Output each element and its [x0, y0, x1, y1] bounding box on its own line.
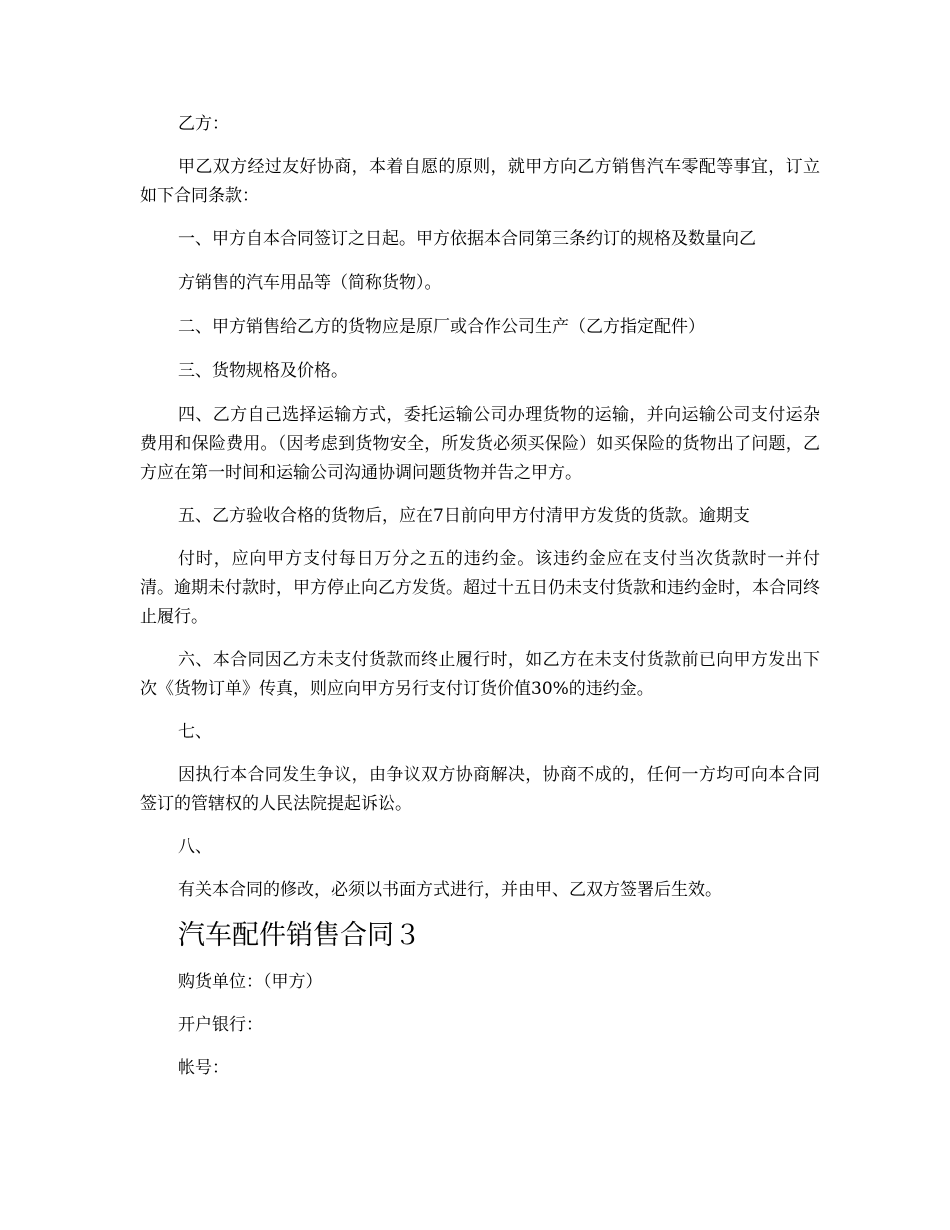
- clause-6: 六、本合同因乙方未支付货款而终止履行时，如乙方在未支付货款前已向甲方发出下次《货物订单》传真，则应向甲方另行支付订货价值30%的违约金。: [140, 650, 820, 699]
- contract-title: 汽车配件销售合同３: [178, 920, 421, 951]
- buyer-field: 购货单位：（甲方）: [178, 972, 323, 992]
- account-field: 帐号：: [178, 1058, 229, 1078]
- clause-8-heading: 八、: [178, 837, 212, 857]
- preamble-paragraph: 甲乙双方经过友好协商，本着自愿的原则，就甲方向乙方销售汽车零配等事宜，订立如下合同条款：: [140, 157, 820, 206]
- clause-1: 一、甲方自本合同签订之日起。甲方依据本合同第三条约订的规格及数量向乙: [178, 229, 756, 249]
- contract-page: [140, 110, 820, 1083]
- clause-7-heading: 七、: [178, 722, 212, 742]
- clause-5: 五、乙方验收合格的货物后，应在7日前向甲方付清甲方发货的货款。逾期支: [178, 506, 750, 526]
- clause-8-body: 有关本合同的修改，必须以书面方式进行，并由甲、乙双方签署后生效。: [178, 880, 722, 900]
- clause-1-continued: 方销售的汽车用品等（简称货物）。: [178, 273, 442, 293]
- clause-2: 二、甲方销售给乙方的货物应是原厂或合作公司生产（乙方指定配件）: [178, 317, 705, 337]
- clause-3: 三、货物规格及价格。: [178, 361, 348, 381]
- party-b-label: 乙方：: [178, 114, 229, 134]
- bank-field: 开户银行：: [178, 1015, 263, 1035]
- clause-4: 四、乙方自己选择运输方式，委托运输公司办理货物的运输，并向运输公司支付运杂费用和保险费用。（因考虑到货物安全，所发货必须买保险）如买保险的货物出了问题，乙方应在第一时间和运输公司沟通协调问题货物并告之甲方。: [140, 405, 820, 483]
- clause-5-continued: 付时，应向甲方支付每日万分之五的违约金。该违约金应在支付当次货款时一并付清。逾期未付款时，甲方停止向乙方发货。超过十五日仍未支付货款和违约金时，本合同终止履行。: [140, 549, 820, 627]
- clause-7-body: 因执行本合同发生争议，由争议双方协商解决，协商不成的，任何一方均可向本合同签订的管辖权的人民法院提起诉讼。: [140, 765, 820, 814]
